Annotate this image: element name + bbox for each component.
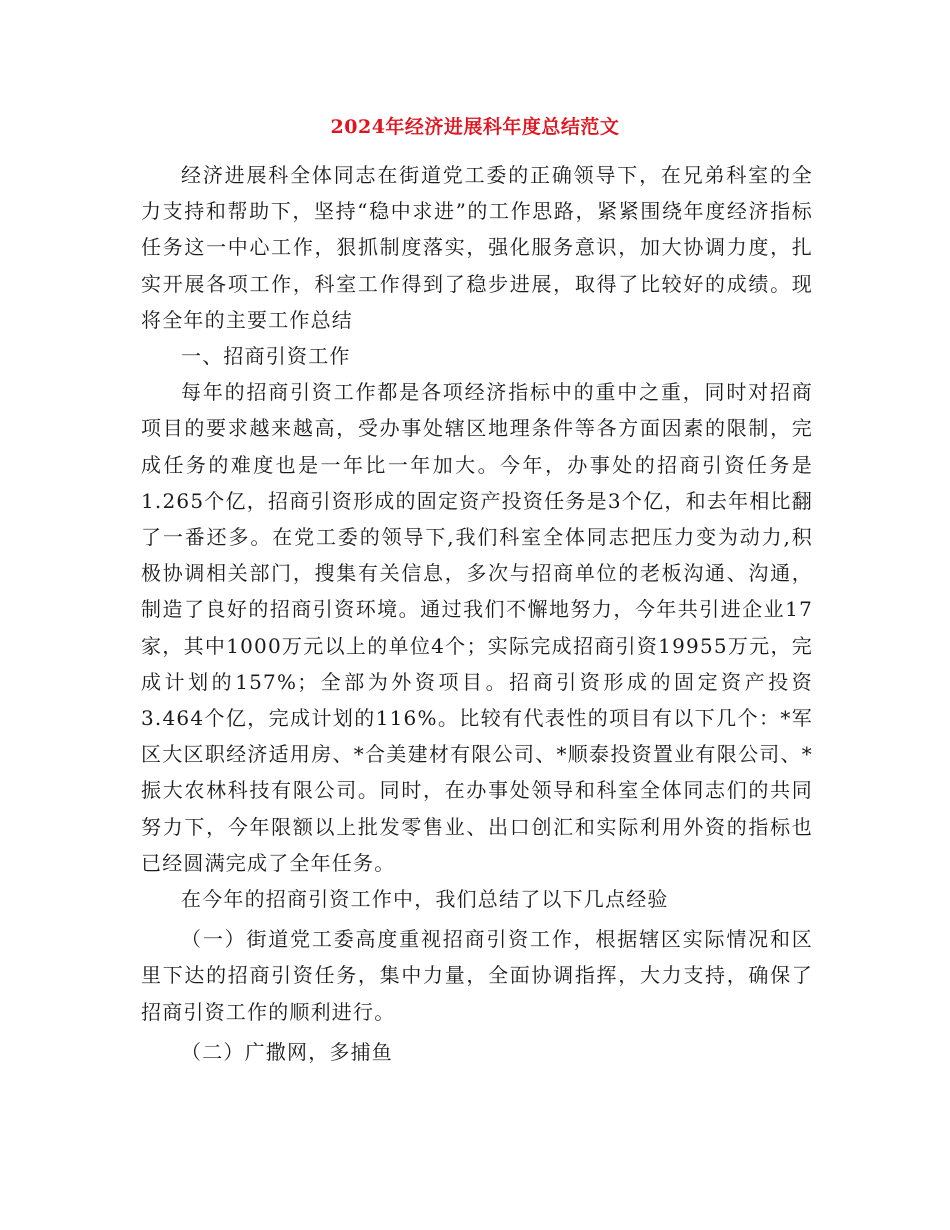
document-body bbox=[141, 157, 813, 1070]
paragraph-investment: 每年的招商引资工作都是各项经济指标中的重中之重，同时对招商项目的要求越来越高，受办事处辖区地理条件等各方面因素的限制，完成任务的难度也是一年比一年加大。今年，办事处的招商引资任务是1.265个亿，招商引资形成的固定资产投资任务是3个亿，和去年相比翻了一番还多。在党工委的领导下,我们科室全体同志把压力变为动力,积极协调相关部门，搜集有关信息，多次与招商单位的老板沟通、沟通，制造了良好的招商引资环境。通过我们不懈地努力，今年共引进企业17家，其中1000万元以上的单位4个；实际完成招商引资19955万元，完成计划的157%；全部为外资项目。招商引资形成的固定资产投资3.464个亿，完成计划的116%。比较有代表性的项目有以下几个：*军区大区职经济适用房、*合美建材有限公司、*顺泰投资置业有限公司、*振大农林科技有限公司。同时，在办事处领导和科室全体同志们的共同努力下，今年限额以上批发零售业、出口创汇和实际利用外资的指标也已经圆满完成了全年任务。 bbox=[141, 380, 813, 875]
section-heading-investment: 一、招商引资工作 bbox=[181, 344, 351, 369]
document-title: 2024年经济进展科年度总结范文 bbox=[330, 116, 620, 138]
paragraph-experience-1: （一）街道党工委高度重视招商引资工作，根据辖区实际情况和区里下达的招商引资任务，集中力量，全面协调指挥，大力支持，确保了招商引资工作的顺利进行。 bbox=[141, 927, 813, 1024]
paragraph-intro: 经济进展科全体同志在街道党工委的正确领导下，在兄弟科室的全力支持和帮助下，坚持“稳中求进”的工作思路，紧紧围绕年度经济指标任务这一中心工作，狠抓制度落实，强化服务意识，加大协调力度，扎实开展各项工作，科室工作得到了稳步进展，取得了比较好的成绩。现将全年的主要工作总结 bbox=[141, 163, 813, 332]
paragraph-experience-intro: 在今年的招商引资工作中，我们总结了以下几点经验 bbox=[181, 887, 669, 912]
paragraph-experience-2: （二）广撒网，多捕鱼 bbox=[181, 1039, 393, 1064]
